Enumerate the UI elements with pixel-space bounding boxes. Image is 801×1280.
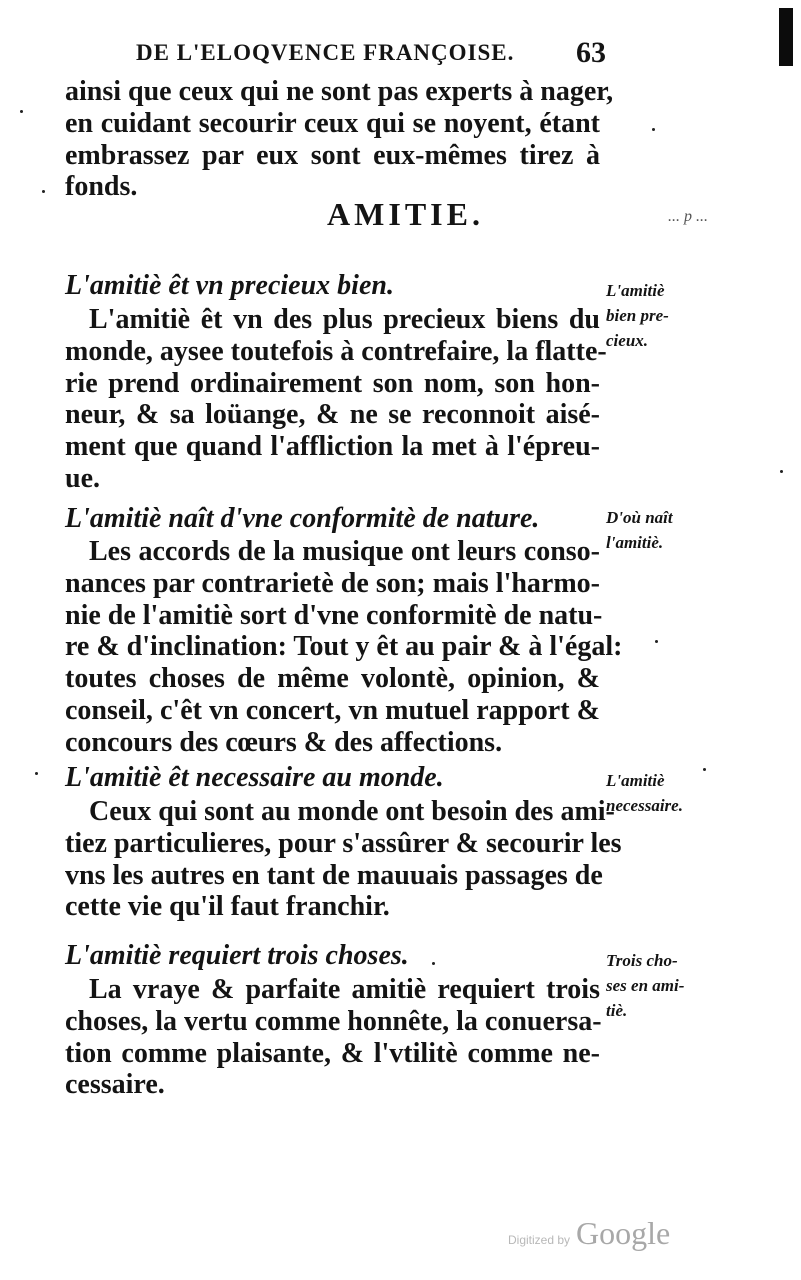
page-edge-shadow <box>779 8 793 66</box>
text-line: rie prend ordinairement son nom, son hon- <box>65 367 600 399</box>
text-line: fonds. <box>65 171 138 203</box>
text-line: choses, la vertu comme honnête, la conuersa- <box>65 1005 602 1037</box>
margin-note-line: Trois cho- <box>606 951 678 970</box>
running-head: DE L'ELOQVENCE FRANÇOISE. <box>136 40 515 65</box>
margin-note-line: L'amitiè <box>606 281 665 300</box>
text-line: cette vie qu'il faut franchir. <box>65 891 390 923</box>
margin-note <box>606 505 706 555</box>
paragraph-heading: L'amitiè naît d'vne conformitè de nature. <box>65 503 540 534</box>
paragraph-heading: L'amitiè requiert trois choses. <box>65 940 409 971</box>
watermark-caption: Digitized by <box>508 1233 571 1247</box>
google-logo: Google <box>576 1215 671 1251</box>
ink-speck <box>655 640 658 643</box>
text-line: toutes choses de même volontè, opinion, & <box>65 663 600 695</box>
text-line: nie de l'amitiè sort d'vne conformitè de natu- <box>65 599 603 631</box>
text-line: La vraye & parfaite amitiè requiert trois <box>89 974 600 1005</box>
paragraph-body <box>65 536 623 759</box>
margin-note-line: bien pre- <box>606 306 669 325</box>
paragraph-heading: L'amitiè êt necessaire au monde. <box>65 762 444 793</box>
text-line: Ceux qui sont au monde ont besoin des ami- <box>89 796 615 827</box>
handwritten-scribble: ... p ... <box>668 208 708 225</box>
text-line: re & d'inclination: Tout y êt au pair & à l'égal: <box>65 631 623 663</box>
digitized-watermark <box>508 1215 670 1252</box>
text-line: Les accords de la musique ont leurs conso- <box>89 536 600 567</box>
page-number: 63 <box>576 36 606 69</box>
section-title: AMITIE. <box>327 196 484 232</box>
ink-speck <box>780 470 783 473</box>
text-line: L'amitiè êt vn des plus precieux biens du <box>89 304 600 335</box>
text-line: concours des cœurs & des affections. <box>65 726 503 758</box>
text-line: monde, aysee toutefois à contrefaire, la flatte- <box>65 335 607 367</box>
margin-note-line: D'où naît <box>606 508 673 527</box>
text-line: embrassez par eux sont eux-mêmes tirez à <box>65 139 600 171</box>
paragraph-body <box>65 304 607 495</box>
text-line: vns les autres en tant de mauuais passages de <box>65 859 603 891</box>
paragraph-body <box>65 796 622 923</box>
margin-note <box>606 948 706 1023</box>
text-line: ainsi que ceux qui ne sont pas experts à nager, <box>65 76 614 107</box>
text-line: neur, & sa loüange, & ne se reconnoit aisé- <box>65 399 600 431</box>
page-header <box>136 36 606 80</box>
text-line: en cuidant secourir ceux qui se noyent, étant <box>65 107 600 139</box>
margin-note-line: tiè. <box>606 1001 628 1020</box>
text-line: tiez particulieres, pour s'assûrer & secourir les <box>65 827 622 859</box>
text-line: conseil, c'êt vn concert, vn mutuel rapport & <box>65 694 600 726</box>
margin-note <box>606 278 706 353</box>
paragraph-body <box>65 974 600 1101</box>
ink-speck <box>42 190 45 193</box>
text-line: ment que quand l'affliction la met à l'épreu- <box>65 431 600 463</box>
intro-text <box>65 76 614 203</box>
margin-note-line: cieux. <box>606 331 649 350</box>
margin-note-line: l'amitiè. <box>606 533 664 552</box>
margin-note <box>606 768 706 818</box>
margin-note-line: L'amitiè <box>606 771 665 790</box>
text-line: nances par contrarietè de son; mais l'harmo- <box>65 567 600 599</box>
text-line: tion comme plaisante, & l'vtilitè comme ne- <box>65 1037 600 1069</box>
ink-speck <box>20 110 23 113</box>
margin-note-line: ses en ami- <box>606 976 685 995</box>
text-line: ue. <box>65 462 100 494</box>
margin-note-line: necessaire. <box>606 796 683 815</box>
ink-speck <box>35 772 38 775</box>
text-line: cessaire. <box>65 1069 165 1101</box>
ink-speck <box>652 128 655 131</box>
paragraph-heading: L'amitiè êt vn precieux bien. <box>65 270 394 301</box>
